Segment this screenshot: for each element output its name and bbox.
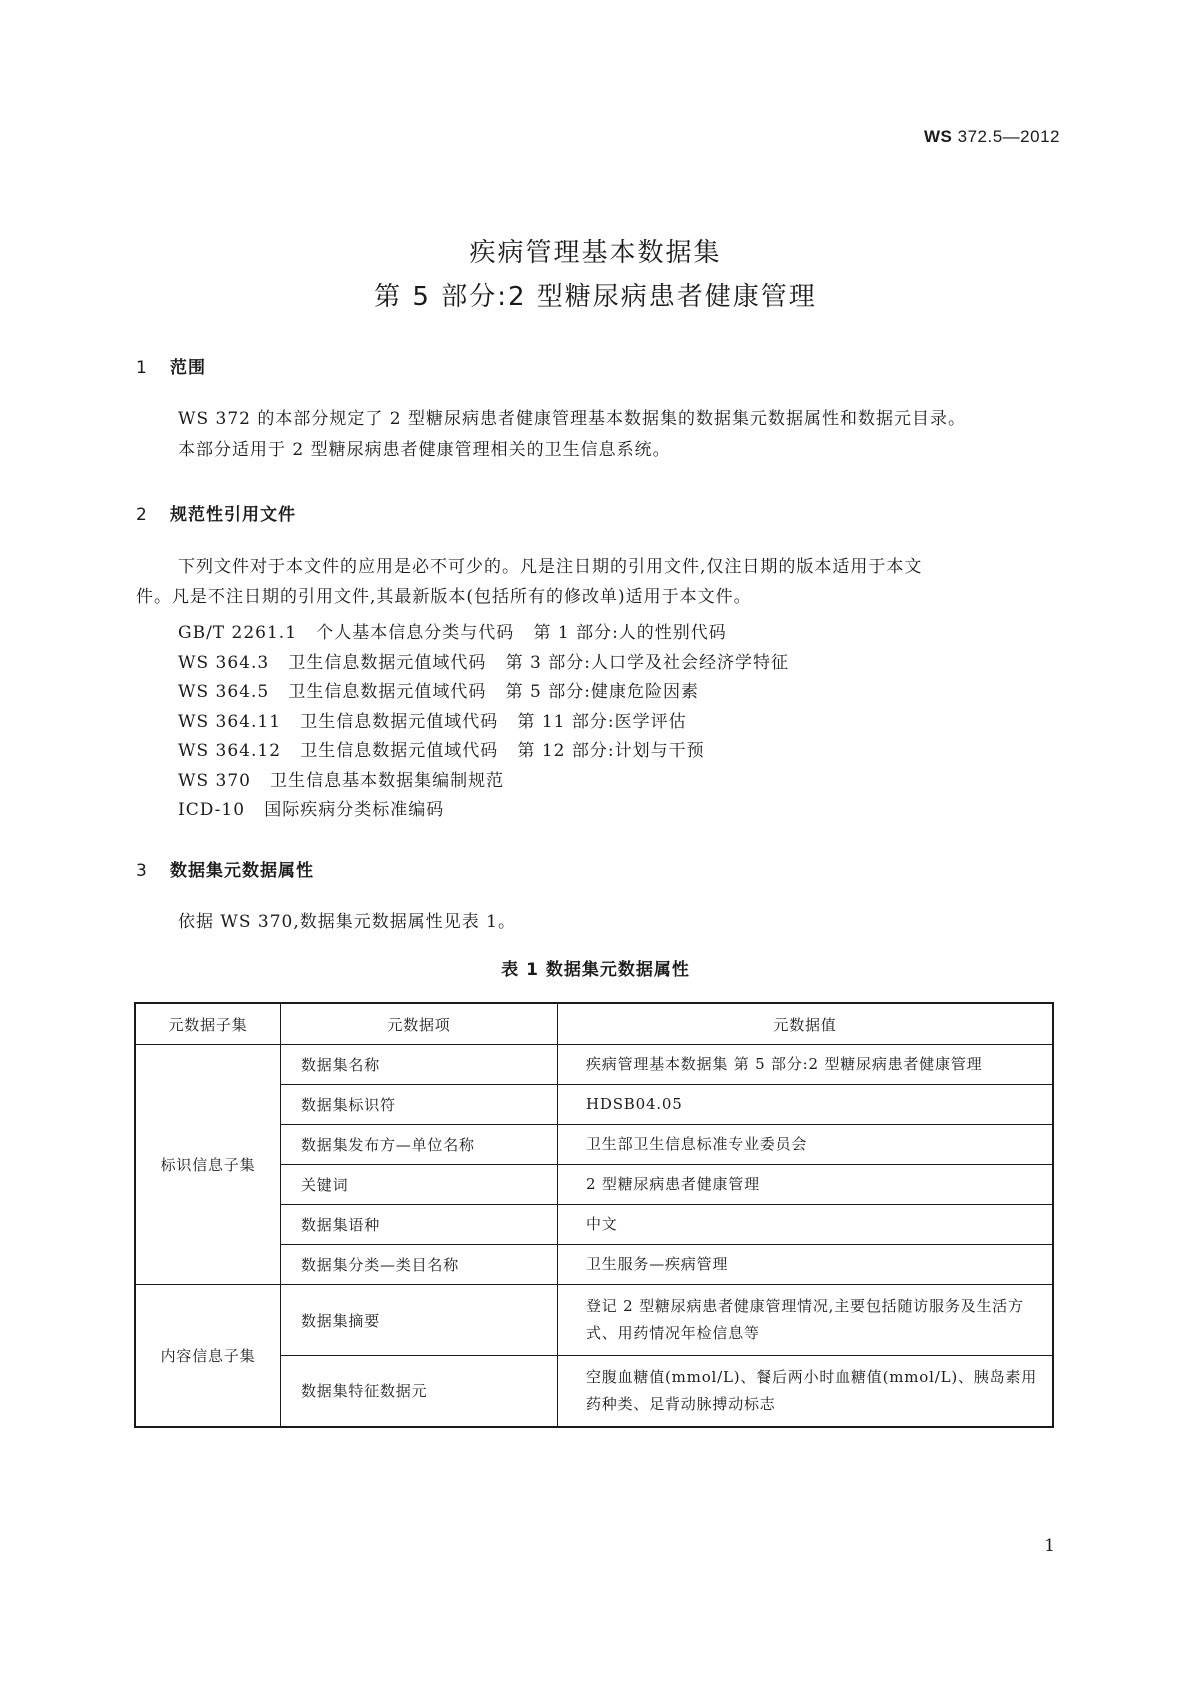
document-subtitle: 第 5 部分:2 型糖尿病患者健康管理 — [374, 282, 817, 312]
page-number: 1 — [1044, 1536, 1055, 1556]
section-heading-normative-references — [136, 500, 296, 525]
standard-prefix: WS — [924, 127, 953, 146]
section-number: 3 — [136, 861, 148, 881]
table-row — [135, 1285, 1053, 1356]
item-cell: 关键词 — [281, 1165, 558, 1205]
paragraph: 本部分适用于 2 型糖尿病患者健康管理相关的卫生信息系统。 — [178, 440, 671, 460]
standard-number: 372.5—2012 — [957, 127, 1060, 146]
table-caption: 表 1 数据集元数据属性 — [501, 960, 690, 980]
section-number: 1 — [136, 358, 148, 378]
table-header-row — [135, 1003, 1053, 1045]
paragraph: 件。凡是不注日期的引用文件,其最新版本(包括所有的修改单)适用于本文件。 — [136, 587, 752, 607]
value-cell: 疾病管理基本数据集 第 5 部分:2 型糖尿病患者健康管理 — [558, 1045, 1054, 1085]
subset-cell: 标识信息子集 — [135, 1045, 281, 1285]
column-header: 元数据值 — [558, 1003, 1054, 1045]
value-cell: 卫生服务—疾病管理 — [558, 1245, 1054, 1285]
reference-item: WS 370 卫生信息基本数据集编制规范 — [178, 771, 505, 791]
item-cell: 数据集标识符 — [281, 1085, 558, 1125]
item-cell: 数据集名称 — [281, 1045, 558, 1085]
reference-item: WS 364.12 卫生信息数据元值域代码 第 12 部分:计划与干预 — [178, 741, 705, 761]
section-heading-metadata-attributes — [136, 856, 314, 881]
value-cell: 空腹血糖值(mmol/L)、餐后两小时血糖值(mmol/L)、胰岛素用药种类、足背动脉搏动标志 — [558, 1356, 1054, 1427]
reference-item: WS 364.5 卫生信息数据元值域代码 第 5 部分:健康危险因素 — [178, 682, 699, 702]
section-heading-scope — [136, 353, 206, 378]
paragraph: 依据 WS 370,数据集元数据属性见表 1。 — [178, 912, 516, 932]
table-row — [135, 1045, 1053, 1085]
reference-item: ICD-10 国际疾病分类标准编码 — [178, 800, 445, 820]
item-cell: 数据集语种 — [281, 1205, 558, 1245]
paragraph: WS 372 的本部分规定了 2 型糖尿病患者健康管理基本数据集的数据集元数据属性和数据元目录。 — [178, 409, 966, 429]
paragraph: 下列文件对于本文件的应用是必不可少的。凡是注日期的引用文件,仅注日期的版本适用于本文 — [178, 557, 923, 577]
value-cell: 卫生部卫生信息标准专业委员会 — [558, 1125, 1054, 1165]
item-cell: 数据集发布方—单位名称 — [281, 1125, 558, 1165]
section-title: 范围 — [170, 358, 206, 378]
section-title: 数据集元数据属性 — [170, 861, 314, 881]
reference-item: WS 364.11 卫生信息数据元值域代码 第 11 部分:医学评估 — [178, 712, 687, 732]
value-cell: HDSB04.05 — [558, 1085, 1054, 1125]
reference-item: WS 364.3 卫生信息数据元值域代码 第 3 部分:人口学及社会经济学特征 — [178, 653, 789, 673]
column-header: 元数据项 — [281, 1003, 558, 1045]
subset-cell: 内容信息子集 — [135, 1285, 281, 1427]
value-cell: 登记 2 型糖尿病患者健康管理情况,主要包括随访服务及生活方式、用药情况年检信息等 — [558, 1285, 1054, 1356]
item-cell: 数据集分类—类目名称 — [281, 1245, 558, 1285]
value-cell: 中文 — [558, 1205, 1054, 1245]
section-title: 规范性引用文件 — [170, 505, 296, 525]
item-cell: 数据集特征数据元 — [281, 1356, 558, 1427]
column-header: 元数据子集 — [135, 1003, 281, 1045]
item-cell: 数据集摘要 — [281, 1285, 558, 1356]
metadata-table — [134, 1002, 1054, 1428]
document-title: 疾病管理基本数据集 — [469, 238, 722, 268]
value-cell: 2 型糖尿病患者健康管理 — [558, 1165, 1054, 1205]
standard-code — [924, 127, 1060, 147]
section-number: 2 — [136, 505, 148, 525]
reference-item: GB/T 2261.1 个人基本信息分类与代码 第 1 部分:人的性别代码 — [178, 623, 727, 643]
